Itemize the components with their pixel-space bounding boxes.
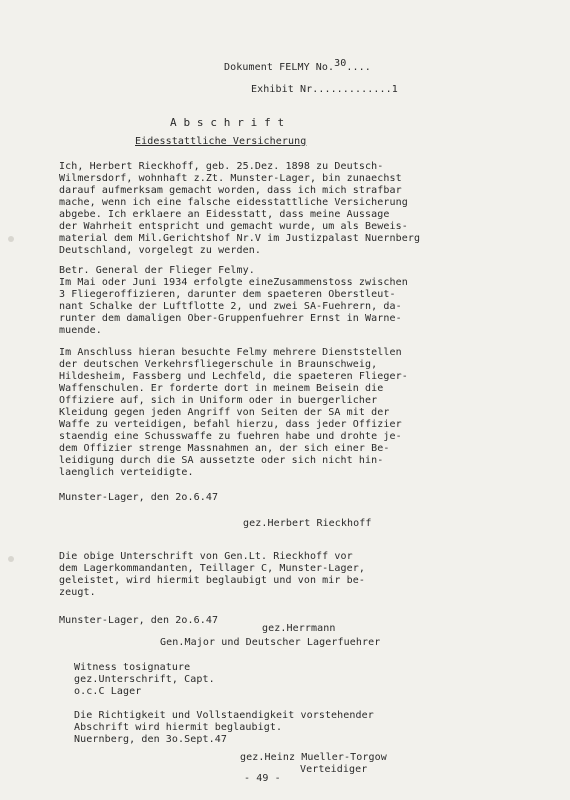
paragraph-line: Offiziere auf, sich in Uniform oder in buergerlicher bbox=[59, 395, 378, 406]
paragraph-line: mache, wenn ich eine falsche eidesstattliche Versicherung bbox=[59, 197, 408, 208]
paragraph-line: Hildesheim, Fassberg und Lechfeld, die spaeteren Flieger- bbox=[59, 371, 408, 382]
paragraph-line: Im Mai oder Juni 1934 erfolgte eineZusammenstoss zwischen bbox=[59, 277, 408, 288]
paragraph-line: abgebe. Ich erklaere an Eidesstatt, dass meine Aussage bbox=[59, 209, 390, 220]
witness-line: Witness tosignature bbox=[74, 662, 191, 673]
paragraph-line: Deutschland, vorgelegt zu werden. bbox=[59, 245, 261, 256]
paragraph-line: Im Anschluss hieran besuchte Felmy mehrere Dienststellen bbox=[59, 347, 402, 358]
paragraph-line: zeugt. bbox=[59, 587, 96, 598]
paragraph-line: Kleidung gegen jeden Angriff von Seiten der SA mit der bbox=[59, 407, 390, 418]
paragraph-line: staendig eine Schusswaffe zu fuehren habe und drohte je- bbox=[59, 431, 402, 442]
paragraph-line: Die obige Unterschrift von Gen.Lt. Rieckhoff vor bbox=[59, 551, 353, 562]
paragraph-line: dem Lagerkommandanten, Teillager C, Munster-Lager, bbox=[59, 563, 366, 574]
paragraph-line: der Wahrheit entspricht und gemacht wurde, um als Beweis- bbox=[59, 221, 408, 232]
document-title: A b s c h r i f t bbox=[170, 116, 285, 129]
document-subtitle: Eidesstattliche Versicherung bbox=[135, 136, 307, 147]
paragraph-line: muende. bbox=[59, 325, 102, 336]
paragraph-line: runter dem damaligen Ober-Gruppenfuehrer Ernst in Warne- bbox=[59, 313, 402, 324]
paragraph-line: Abschrift wird hiermit beglaubigt. bbox=[74, 722, 283, 733]
paragraph-line: Die Richtigkeit und Vollstaendigkeit vorstehender bbox=[74, 710, 374, 721]
paragraph-line: dem Offizier strenge Massnahmen an, der sich einer Be- bbox=[59, 443, 390, 454]
paragraph-line: der deutschen Verkehrsfliegerschule in Braunschweig, bbox=[59, 359, 378, 370]
paragraph-line: geleistet, wird hiermit beglaubigt und von mir be- bbox=[59, 575, 366, 586]
signature-herrmann: gez.Herrmann bbox=[262, 623, 336, 634]
paragraph-line: 3 Fliegeroffizieren, darunter dem spaeteren Oberstleut- bbox=[59, 289, 396, 300]
paragraph-line: nant Schalke der Luftflotte 2, und zwei SA-Fuehrern, da- bbox=[59, 301, 402, 312]
punch-hole bbox=[8, 556, 14, 562]
signature-mueller-torgow-title: Verteidiger bbox=[300, 764, 368, 775]
witness-line: o.c.C Lager bbox=[74, 686, 142, 697]
paragraph-line: laenglich verteidigte. bbox=[59, 467, 194, 478]
place-date: Munster-Lager, den 2o.6.47 bbox=[59, 615, 219, 626]
paragraph-line: darauf aufmerksam gemacht worden, dass ich mich strafbar bbox=[59, 185, 402, 196]
paragraph-line: Ich, Herbert Rieckhoff, geb. 25.Dez. 1898 zu Deutsch- bbox=[59, 161, 384, 172]
paragraph-line: Waffe zu verteidigen, befahl hierzu, dass jeder Offizier bbox=[59, 419, 402, 430]
paragraph-line: Nuernberg, den 3o.Sept.47 bbox=[74, 734, 228, 745]
paragraph-line: leidigung durch die SA aussetzte oder sich nicht hin- bbox=[59, 455, 384, 466]
paragraph-line: Wilmersdorf, wohnhaft z.Zt. Munster-Lager, bin zunaechst bbox=[59, 173, 402, 184]
signature-herrmann-title: Gen.Major und Deutscher Lagerfuehrer bbox=[160, 637, 381, 648]
document-number-line: Dokument FELMY No.30.... bbox=[224, 58, 371, 73]
place-date: Munster-Lager, den 2o.6.47 bbox=[59, 492, 219, 503]
paragraph-line: material dem Mil.Gerichtshof Nr.V im Justizpalast Nuernberg bbox=[59, 233, 421, 244]
witness-line: gez.Unterschrift, Capt. bbox=[74, 674, 215, 685]
signature-mueller-torgow: gez.Heinz Mueller-Torgow bbox=[240, 752, 387, 763]
paragraph-line: Betr. General der Flieger Felmy. bbox=[59, 265, 255, 276]
signature-rieckhoff: gez.Herbert Rieckhoff bbox=[243, 518, 372, 529]
page-number: - 49 - bbox=[244, 773, 281, 784]
punch-hole bbox=[8, 236, 14, 242]
exhibit-number-line: Exhibit Nr.............1 bbox=[251, 84, 398, 95]
paragraph-line: Waffenschulen. Er forderte dort in meinem Beisein die bbox=[59, 383, 384, 394]
